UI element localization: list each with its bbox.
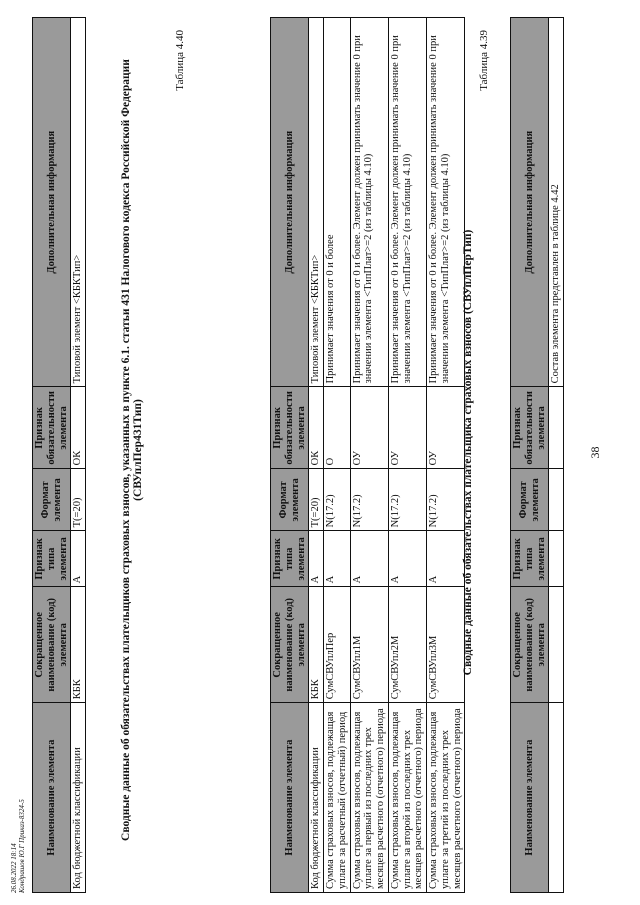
- header-cell: Сокращенное наименование (код) элемента: [511, 587, 549, 703]
- footer-signer: Кондрашов Ю.Г Приказ-8324-5: [18, 799, 27, 893]
- table-caption: Таблица 4.40: [174, 30, 186, 91]
- table-cell: А: [388, 531, 426, 587]
- table-title: Сводные данные об обязательствах плательщика страховых взносов (СВУплПерТип): [462, 229, 474, 676]
- table-row: [350, 18, 388, 893]
- table-title: Сводные данные об обязательствах плательщиков страховых взносов, указанных в пункте 6.1. статьи 431 Налогового кодекса Российской Федерации (СВУплПер431Тип): [120, 59, 144, 841]
- table-cell: N(17.2): [427, 469, 465, 531]
- table-row: [324, 18, 351, 893]
- table-4-40: [32, 17, 86, 893]
- table-cell: Принимает значения от 0 и более. Элемент должен принимать значение 0 при значении элемента <ТипПлат>=2 (из таблицы 4.10): [350, 18, 388, 387]
- table-cell: КБК: [71, 587, 86, 703]
- header-cell: Дополнительная информация: [511, 18, 549, 387]
- header-cell: Признак обязательности элемента: [511, 387, 549, 469]
- table-cell: СумСВУплПер: [324, 587, 351, 703]
- table-cell: Код бюджетной классификации: [71, 703, 86, 893]
- table-row: [549, 18, 564, 893]
- table-cell: Сумма страховых взносов, подлежащая уплате за третий из последних трех месяцев расчетного (отчетного) периода: [427, 703, 465, 893]
- table-cell: А: [350, 531, 388, 587]
- table-cell: Типовой элемент <КБКТип>: [309, 18, 324, 387]
- table-cell: Типовой элемент <КБКТип>: [71, 18, 86, 387]
- header-cell: Формат элемента: [33, 469, 71, 531]
- table-cell: N(17.2): [324, 469, 351, 531]
- table-cell: Сумма страховых взносов, подлежащая уплате за первый из последних трех месяцев расчетного (отчетного) периода: [350, 703, 388, 893]
- table-cell: О: [324, 387, 351, 469]
- table-cell: Принимает значения от 0 и более: [324, 18, 351, 387]
- table-cell: КБК: [309, 587, 324, 703]
- header-cell: Дополнительная информация: [33, 18, 71, 387]
- table-caption: Таблица 4.39: [478, 30, 490, 91]
- table-cell: СумСВУпл1М: [350, 587, 388, 703]
- signature-footer: [10, 799, 27, 893]
- table-row: [309, 18, 324, 893]
- table-row: [427, 18, 465, 893]
- table-cell: N(17.2): [388, 469, 426, 531]
- table-cell: Сумма страховых взносов, подлежащая уплате за расчетный (отчетный) период: [324, 703, 351, 893]
- table-cell: Состав элемента представлен в таблице 4.42: [549, 18, 564, 387]
- header-cell: Наименование элемента: [271, 703, 309, 893]
- table-cell: А: [71, 531, 86, 587]
- header-cell: Формат элемента: [271, 469, 309, 531]
- header-cell: Признак обязательности элемента: [33, 387, 71, 469]
- header-cell: Наименование элемента: [33, 703, 71, 893]
- table-cell: А: [309, 531, 324, 587]
- table-cell: Принимает значения от 0 и более. Элемент должен принимать значение 0 при значении элемента <ТипПлат>=2 (из таблицы 4.10): [388, 18, 426, 387]
- footer-timestamp: 26.08.2022 18:14: [10, 843, 18, 893]
- table-cell: T(=20): [309, 469, 324, 531]
- table-cell: [549, 469, 564, 531]
- table-cell: Код бюджетной классификации: [309, 703, 324, 893]
- table-row: [71, 18, 86, 893]
- header-cell: Дополнительная информация: [271, 18, 309, 387]
- table-cell: ОК: [71, 387, 86, 469]
- header-cell: Признак типа элемента: [511, 531, 549, 587]
- table-4-39: [270, 17, 465, 893]
- table-cell: N(17.2): [350, 469, 388, 531]
- table-cell: ОУ: [388, 387, 426, 469]
- table-cell: [549, 531, 564, 587]
- header-cell: Признак типа элемента: [33, 531, 71, 587]
- table-cell: СумСВУпл3М: [427, 587, 465, 703]
- header-cell: Признак обязательности элемента: [271, 387, 309, 469]
- table-header-row: [271, 18, 309, 893]
- table-row: [388, 18, 426, 893]
- header-cell: Сокращенное наименование (код) элемента: [33, 587, 71, 703]
- header-cell: Наименование элемента: [511, 703, 549, 893]
- top-table: [510, 17, 564, 893]
- table-cell: А: [324, 531, 351, 587]
- header-cell: Сокращенное наименование (код) элемента: [271, 587, 309, 703]
- table-cell: [549, 387, 564, 469]
- table-cell: [549, 703, 564, 893]
- header-cell: Формат элемента: [511, 469, 549, 531]
- table-header-row: [33, 18, 71, 893]
- page-number: 38: [588, 446, 602, 459]
- table-cell: ОУ: [427, 387, 465, 469]
- header-cell: Признак типа элемента: [271, 531, 309, 587]
- table-cell: T(=20): [71, 469, 86, 531]
- table-cell: Принимает значения от 0 и более. Элемент должен принимать значение 0 при значении элемента <ТипПлат>=2 (из таблицы 4.10): [427, 18, 465, 387]
- table-cell: А: [427, 531, 465, 587]
- table-cell: ОУ: [350, 387, 388, 469]
- table-cell: ОК: [309, 387, 324, 469]
- table-header-row: [511, 18, 549, 893]
- table-cell: [549, 587, 564, 703]
- table-cell: СумСВУпл2М: [388, 587, 426, 703]
- table-cell: Сумма страховых взносов, подлежащая уплате за второй из последних трех месяцев расчетного (отчетного) периода: [388, 703, 426, 893]
